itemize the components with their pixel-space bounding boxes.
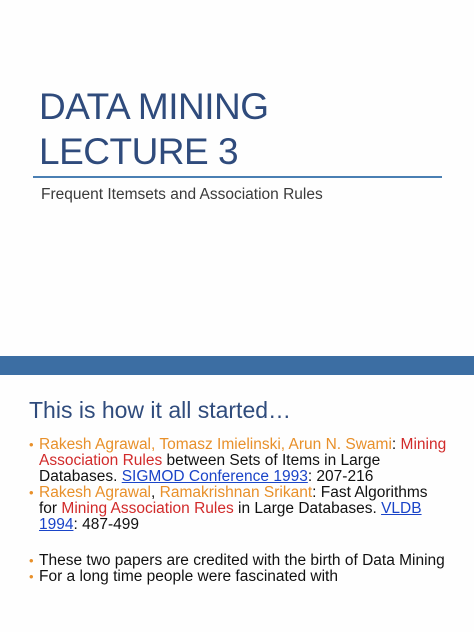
slide-separator-band xyxy=(0,356,474,375)
title-line-1: DATA MINING xyxy=(39,86,269,127)
bullet-icon: • xyxy=(29,437,34,452)
list-item xyxy=(29,437,449,485)
title-divider xyxy=(33,176,442,178)
pages: : 487-499 xyxy=(73,516,139,533)
venue-link[interactable]: VLDB 1994 xyxy=(39,500,422,533)
bullet-text: For a long time people were fascinated with xyxy=(39,568,338,585)
slide-subtitle: Frequent Itemsets and Association Rules xyxy=(41,186,323,203)
paper-title-rest: in Large Databases. xyxy=(233,500,382,517)
author: Rakesh Agrawal xyxy=(39,484,152,501)
list-item xyxy=(29,569,449,585)
content-slide xyxy=(0,375,474,632)
authors: Rakesh Agrawal, Tomasz Imielinski, Arun N. Swami xyxy=(39,436,392,453)
bullet-list xyxy=(29,437,449,585)
bullet-icon: • xyxy=(29,569,34,584)
pages: : 207-216 xyxy=(307,468,374,485)
paper-title-rest: between Sets of Items in Large Databases. xyxy=(39,452,381,485)
bullet-text: These two papers are credited with the birth of Data Mining xyxy=(39,552,445,569)
paper-title: Mining Association Rules xyxy=(61,500,234,517)
venue-link[interactable]: SIGMOD Conference 1993 xyxy=(121,468,308,485)
bullet-icon: • xyxy=(29,485,34,500)
bullet-icon: • xyxy=(29,553,34,568)
title-line-2: LECTURE 3 xyxy=(39,131,239,172)
paper-title: Mining Association Rules xyxy=(39,436,447,469)
slide-heading: This is how it all started… xyxy=(29,397,292,423)
author: Ramakrishnan Srikant xyxy=(159,484,313,501)
list-item xyxy=(29,553,449,569)
slide-title xyxy=(39,84,269,174)
colon: : xyxy=(391,436,397,453)
list-item xyxy=(29,485,449,533)
spacer xyxy=(29,533,449,553)
separator: , xyxy=(151,484,160,501)
paper-intro: : Fast Algorithms for xyxy=(39,484,428,517)
